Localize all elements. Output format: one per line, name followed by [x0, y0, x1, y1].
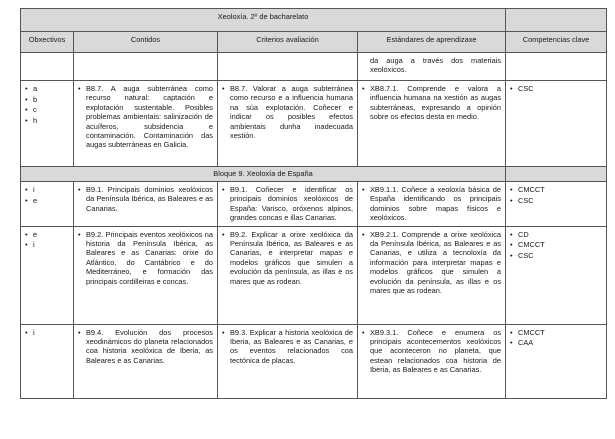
criteria-cell: [218, 324, 358, 398]
competences-cell: [506, 182, 607, 227]
header-competences: Competencias clave: [506, 32, 607, 53]
standards-text: • XB8.7.1. Comprende e valora a influencia humana na xestión as augas subterráneas, expresando a opinión sobre os efectos desta en medio.: [362, 84, 501, 122]
standards-cell: [358, 182, 506, 227]
objective-code: • e: [25, 230, 69, 241]
curriculum-table: [20, 8, 607, 399]
objective-code: • i: [25, 185, 69, 196]
criteria-cell: [218, 182, 358, 227]
header-row: [21, 32, 607, 53]
table-row: [21, 81, 607, 167]
block-title-row: [21, 167, 607, 182]
header-contents: Contidos: [74, 32, 218, 53]
objective-code: • e: [25, 196, 69, 207]
header-standards: Estándares de aprendizaxe: [358, 32, 506, 53]
competences-cell: [506, 324, 607, 398]
standards-text: • XB9.3.1. Coñece e enumera os principais acontecementos xeolóxicos que aconteceron no planeta, que estean relacionados coa historia de Iberia, as Baleares e as Canarias.: [362, 328, 501, 375]
standards-cell: [358, 324, 506, 398]
competence-code: • CMCCT: [510, 328, 602, 339]
table-title-row: [21, 9, 607, 32]
content-text: • B8.7. A auga subterránea como recurso natural: captación e explotación sustentable. Posibles problemas ambientais: salinización de acuíferos, subsidencia e contaminación. Contaminación das augas subterráneas en Galicia.: [78, 84, 213, 150]
competence-code: • CSC: [510, 84, 602, 95]
objectives-cell: [21, 81, 74, 167]
standards-text: • XB9.2.1. Comprende a orixe xeolóxica da Península Ibérica, as Baleares e as Canarias, e utiliza a tecnoloxía da información para interpretar mapas e modelos gráficos que simulen a evolución da península, as illas e os mares que as rodean.: [362, 230, 501, 296]
objectives-cell: [21, 182, 74, 227]
table-row: [21, 53, 607, 81]
continuation-text: [358, 53, 506, 81]
competence-code: • CSC: [510, 251, 602, 262]
criteria-text: • B9.2. Explicar a orixe xeolóxica da Península Ibérica, as Baleares e as Canarias, e interpretar mapas e modelos gráficos que simulen a evolución da península, as illas e os mares que as rodean.: [222, 230, 353, 286]
competence-code: • CMCCT: [510, 185, 602, 196]
objective-code: • h: [25, 116, 69, 127]
table-title: Xeoloxía. 2º de bacharelato: [21, 9, 506, 32]
objective-code: • b: [25, 95, 69, 106]
objectives-cell: [21, 324, 74, 398]
block-title: Bloque 9. Xeoloxía de España: [21, 167, 506, 182]
continuation-standard: da auga a través dos materiais xeolóxicos.: [370, 56, 502, 75]
table-title-spacer: [506, 9, 607, 32]
objective-code: • i: [25, 240, 69, 251]
header-objectives: Obxectivos: [21, 32, 74, 53]
criteria-text: • B8.7. Valorar a auga subterránea como recurso e a influencia humana na súa explotación. Coñecer e indicar os posibles efectos ambientais dunha inadecuada xestión.: [222, 84, 353, 140]
competences-cell: [506, 226, 607, 324]
competence-code: • CAA: [510, 338, 602, 349]
table-row: [21, 226, 607, 324]
objective-code: • a: [25, 84, 69, 95]
table-row: [21, 182, 607, 227]
objectives-cell: [21, 226, 74, 324]
competence-code: • CD: [510, 230, 602, 241]
header-criteria: Criterios avaliación: [218, 32, 358, 53]
content-text: • B9.2. Principais eventos xeolóxicos na historia da Península Ibérica, as Baleares e as Canarias: orixe do Atlántico, do Cantábrico e do Mediterráneo, e formación das principais cordilleiras e concas.: [78, 230, 213, 286]
content-text: • B9.1. Principais dominios xeolóxicos da Península Ibérica, as Baleares e as Canarias.: [78, 185, 213, 213]
content-cell: [74, 226, 218, 324]
competence-code: • CMCCT: [510, 240, 602, 251]
objective-code: • i: [25, 328, 69, 339]
objective-code: • c: [25, 105, 69, 116]
table-row: [21, 324, 607, 398]
criteria-cell: [218, 81, 358, 167]
standards-text: • XB9.1.1. Coñece a xeoloxía básica de España identificando os principais dominios sobre mapas físicos e xeolóxicos.: [362, 185, 501, 223]
content-cell: [74, 81, 218, 167]
content-text: • B9.4. Evolución dos procesos xeodinámicos do planeta relacionados coa historia xeolóxica de Iberia, as Baleares e as Canarias.: [78, 328, 213, 366]
criteria-cell: [218, 226, 358, 324]
content-cell: [74, 324, 218, 398]
criteria-text: • B9.1. Coñecer e identificar os principais dominios xeolóxicos de España: Varisco, oróxenos alpinos, grandes concas e illas Canarias.: [222, 185, 353, 223]
standards-cell: [358, 226, 506, 324]
standards-cell: [358, 81, 506, 167]
competences-cell: [506, 81, 607, 167]
criteria-text: • B9.3. Explicar a historia xeolóxica de Iberia, as Baleares e as Canarias, e os eventos relacionados coa tectónica de placas.: [222, 328, 353, 366]
content-cell: [74, 182, 218, 227]
competence-code: • CSC: [510, 196, 602, 207]
